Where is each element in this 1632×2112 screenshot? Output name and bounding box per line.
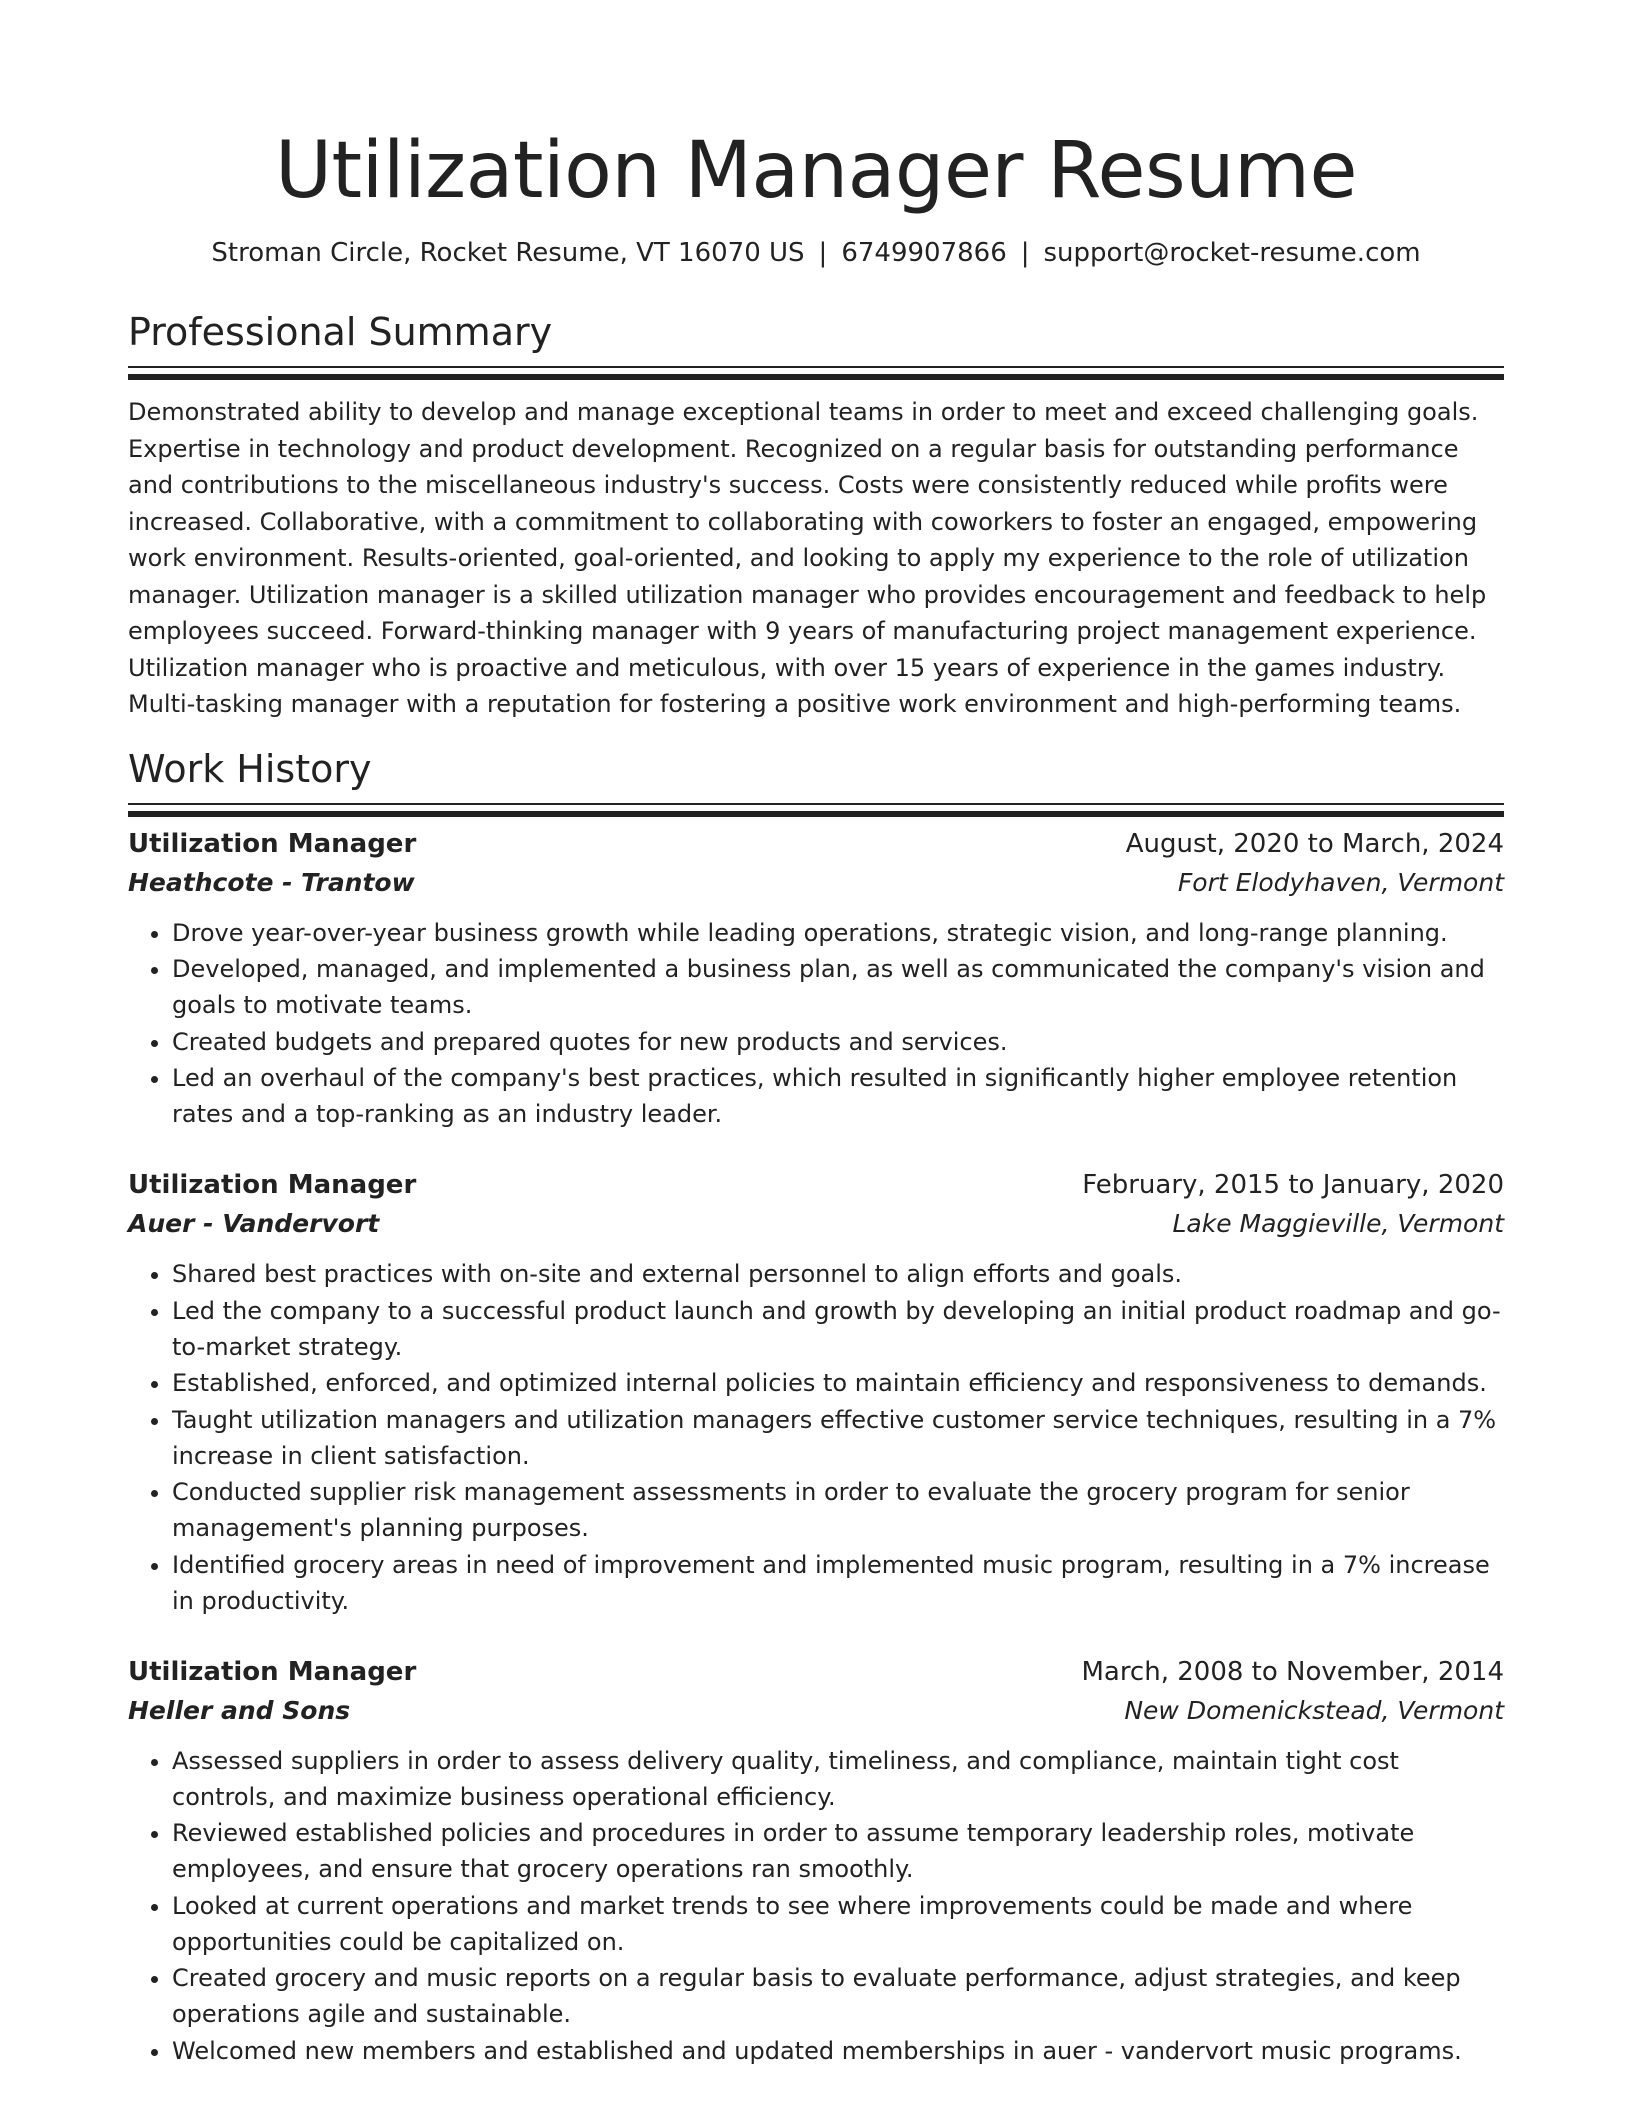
contact-separator: | — [1020, 238, 1030, 268]
work-history-section — [128, 745, 1504, 2069]
job-bullet: • Led an overhaul of the company's best practices, which resulted in significantly higher employee retention rates and a top-ranking as an industry leader. — [172, 1060, 1504, 1132]
section-heading-summary: Professional Summary — [128, 310, 553, 354]
job-title: Utilization Manager — [128, 828, 417, 859]
summary-text: Demonstrated ability to develop and manage exceptional teams in order to meet and exceed challenging goals. Expertise in technology and product development. Recognized on a regular basis for outstanding performance and contributions to the miscellaneous industry's success. Costs were consistently reduced while profits were increased. Collaborative, with a commitment to collaborating with coworkers to foster an engaged, empowering work environment. Results-oriented, goal-oriented, and looking to apply my experience to the role of utilization manager. Utilization manager is a skilled utilization manager who provides encouragement and feedback to help employees succeed. Forward-thinking manager with 9 years of manufacturing project management experience. Utilization manager who is proactive and meticulous, with over 15 years of experience in the games industry. Multi-tasking manager with a reputation for fostering a positive work environment and high-performing teams. — [128, 398, 1487, 718]
section-divider — [128, 366, 1504, 368]
job-location: Lake Maggieville, Vermont — [1172, 1209, 1504, 1238]
job-company: Heathcote - Trantow — [128, 867, 415, 897]
job-bullet: • Created budgets and prepared quotes for new products and services. — [172, 1024, 1504, 1060]
job-bullet: • Identified grocery areas in need of improvement and implemented music program, resulting in a 7% increase in productivity. — [172, 1547, 1504, 1619]
job-bullet: • Looked at current operations and market trends to see where improvements could be made and where opportunities could be capitalized on. — [172, 1888, 1504, 1960]
job-title: Utilization Manager — [128, 1656, 417, 1687]
contact-separator: | — [818, 238, 828, 268]
job-bullet: • Drove year-over-year business growth while leading operations, strategic vision, and long-range planning. — [172, 915, 1504, 951]
job-dates: August, 2020 to March, 2024 — [1125, 828, 1504, 859]
section-divider — [128, 803, 1504, 805]
job-bullet: • Assessed suppliers in order to assess delivery quality, timeliness, and compliance, maintain tight cost controls, and maximize business operational efficiency. — [172, 1743, 1504, 1815]
job-dates: February, 2015 to January, 2020 — [1082, 1170, 1504, 1200]
job-bullet: • Welcomed new members and established and updated memberships in auer - vandervort music programs. — [172, 2033, 1504, 2069]
job-bullet: • Shared best practices with on-site and external personnel to align efforts and goals. — [172, 1256, 1504, 1292]
resume-page — [128, 0, 1504, 2069]
contact-address: Stroman Circle, Rocket Resume, VT 16070 US — [211, 238, 805, 268]
job-company-row — [128, 1204, 1504, 1244]
contact-line — [128, 236, 1504, 270]
job-header-row — [128, 1166, 1504, 1204]
job-bullets — [128, 915, 1504, 1133]
contact-phone: 6749907866 — [841, 238, 1007, 268]
job-dates: March, 2008 to November, 2014 — [1081, 1656, 1504, 1687]
job-entry — [128, 1653, 1504, 2069]
job-bullets — [128, 1256, 1504, 1619]
job-entry — [128, 825, 1504, 1133]
job-bullet: • Established, enforced, and optimized internal policies to maintain efficiency and responsiveness to demands. — [172, 1365, 1504, 1401]
job-bullet: • Created grocery and music reports on a regular basis to evaluate performance, adjust strategies, and keep operations agile and sustainable. — [172, 1960, 1504, 2032]
contact-email: support@rocket-resume.com — [1043, 238, 1421, 268]
job-entry — [128, 1166, 1504, 1619]
job-bullets — [128, 1743, 1504, 2069]
job-bullet: • Reviewed established policies and procedures in order to assume temporary leadership roles, motivate employees, and ensure that grocery operations ran smoothly. — [172, 1815, 1504, 1887]
job-header-row — [128, 825, 1504, 863]
section-heading-work: Work History — [128, 746, 372, 791]
job-company: Auer - Vandervort — [128, 1209, 380, 1238]
job-location: New Domenickstead, Vermont — [1124, 1695, 1504, 1725]
job-bullet: • Developed, managed, and implemented a business plan, as well as communicated the company's vision and goals to motivate teams. — [172, 951, 1504, 1023]
job-bullet: • Taught utilization managers and utilization managers effective customer service techniques, resulting in a 7% increase in client satisfaction. — [172, 1402, 1504, 1474]
job-header-row — [128, 1653, 1504, 1691]
job-company-row — [128, 1691, 1504, 1731]
resume-title: Utilization Manager Resume — [274, 126, 1358, 216]
job-bullet: • Conducted supplier risk management assessments in order to evaluate the grocery program for senior management's planning purposes. — [172, 1474, 1504, 1546]
job-location: Fort Elodyhaven, Vermont — [1177, 867, 1504, 897]
job-company: Heller and Sons — [128, 1695, 351, 1725]
professional-summary-section — [128, 308, 1504, 723]
job-company-row — [128, 863, 1504, 903]
job-title: Utilization Manager — [128, 1170, 417, 1200]
job-bullet: • Led the company to a successful product launch and growth by developing an initial product roadmap and go-to-market strategy. — [172, 1293, 1504, 1365]
